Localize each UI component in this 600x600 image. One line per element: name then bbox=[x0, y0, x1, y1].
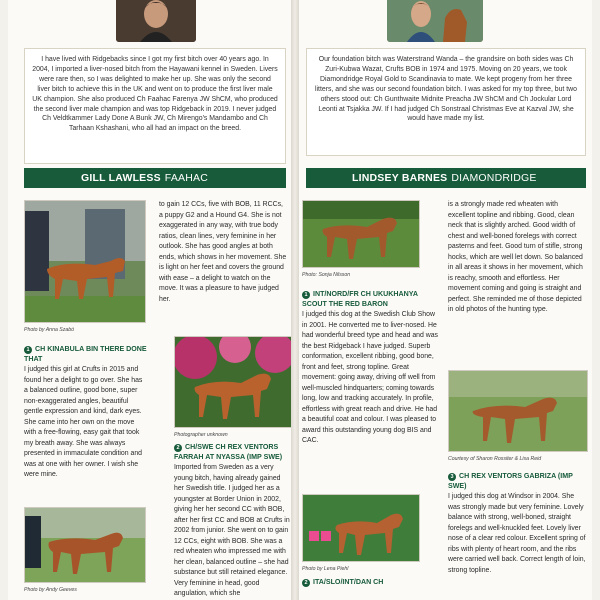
entry-2-title: ITA/SLO/INT/DAN CH bbox=[313, 578, 384, 586]
column-2-text: to gain 12 CCs, five with BOB, 11 RCCs, a puppy G2 and a Hound G4. She is not exaggerated in any way, with true body ratios, clean lines, very feminine in her outlook. She has good angles at both ends, which shows in her movement. She is light on her feet and covers the ground with ease – a delight to watch on the move. It was a pleasure to have judged her. bbox=[159, 201, 287, 303]
entry-1-heading bbox=[24, 345, 148, 364]
photo-credit-3: Courtesy of Sharon Rossiter & Lisa Reid bbox=[448, 456, 542, 462]
judge-intro-text: I have lived with Ridgebacks since I got my first bitch over 40 years ago. In 2004, I imported a liver-nosed bitch from the Hayawani kennel in Sweden. Livers were rare then, so I was delighted to make her up. She was only the second liver bitch to achieve this in the UK and went on to produce the first liver male UK champion. She also produced Ch Faahac Farenya JW ShCM, who produced the second liver male champion and was top Ridgeback in 2019. I never judged Ch Veldtkammer Lady Done A Bunk JW, Ch Mirengo's Mandambo and Ch Tarhaan Kshashani, who all had an impact on the breed. bbox=[24, 48, 286, 164]
left-page bbox=[8, 0, 291, 600]
column-2-text: is a strongly made red wheaten with excellent topline and ribbing. Good, clean neck that is slightly arched. Good width of chest and well-boned forelegs with correct pasterns and feet. Good turn of stifle, strong hocks, which are well let down. So balanced in all areas it shows in her movement, which is reachy, smooth and effortless. Her movement coming and going is straight and perfect. She reminded me of those depicted in old photos of the hunting type. bbox=[448, 201, 583, 313]
dog-photo-2 bbox=[302, 494, 420, 562]
judge-intro-text: Our foundation bitch was Waterstrand Wanda – the grandsire on both sides was Ch Zuri-Kubwa Wazat, Crufts BOB in 1974 and 1975. Moving on 20 years, we took Diamondridge Royal Gold to Scandinavia to mate. We kept progeny from her three litters, and she was our second foundation bitch. I was asked for my top three, but two others stood out: Ch Gunthwaite Midnite Preacha JW ShCM and Ch Jockular Lord Leonti at Tsjakka JW. If I had judged Ch Sonstraal Christmas Eve at Kazval JW, she would have made my list. bbox=[306, 48, 586, 156]
entry-1-title: INT/NORD/FR CH UKUKHANYA SCOUT THE RED BARON bbox=[302, 290, 418, 308]
photo-credit-1: Photo by Anna Szabó bbox=[24, 327, 74, 333]
entry-1 bbox=[24, 345, 148, 481]
entry-1-heading bbox=[302, 290, 442, 309]
entry-2 bbox=[174, 443, 291, 600]
entry-number-3: 3 bbox=[448, 473, 456, 481]
entry-2 bbox=[302, 578, 442, 589]
dog-photo-2 bbox=[24, 507, 146, 583]
dog-photo-3 bbox=[448, 370, 588, 452]
judge-name-bar bbox=[24, 168, 286, 188]
photo-credit-1: Photo: Sonja Nilsson bbox=[302, 272, 351, 278]
entry-3 bbox=[448, 472, 588, 576]
dog-photo-3 bbox=[174, 336, 291, 428]
entry-1-text: I judged this girl at Crufts in 2015 and found her a delight to go over. She has a balanced outline, good bone, super non-exaggerated angles, beautiful gentle expression and kind, dark eyes. She came into her own on the move with a free-flowing, easy gait that took my breath away. She was always presented in immaculate condition and was at one with her owner. I wish she were mine. bbox=[24, 366, 143, 478]
judge-name-bar bbox=[306, 168, 586, 188]
page-gutter bbox=[291, 0, 299, 600]
right-page bbox=[299, 0, 592, 600]
entry-number-2: 2 bbox=[174, 444, 182, 452]
dog-photo-1 bbox=[302, 200, 420, 268]
judge-portrait-photo bbox=[116, 0, 196, 42]
entry-1 bbox=[302, 290, 442, 447]
entry-number-1: 1 bbox=[24, 346, 32, 354]
entry-3-title: CH REX VENTORS GABRIZA (IMP SWE) bbox=[448, 472, 573, 490]
entry-1-text: I judged this dog at the Swedish Club Show in 2001. He converted me to liver-nosed. He had wonderful breed type and head and was the best Ridgeback I have judged. Superb conformation, excellent ribbing, good bone, front and feet, strong topline. Great movement: going away, driving off well from well-muscled hindquarters; coming towards long, low and tracking accurately. In profile, effortless with great reach and drive. He had a beautiful coat and colour. I was pleased to award this outstanding young dog BIS and CAC. bbox=[302, 311, 438, 444]
entry-3-text: I judged this dog at Windsor in 2004. She was strongly made but very feminine. Lovely balance with strong, well-boned, straight forelegs and well-knuckled feet. Lovely liver nose of a clear red colour. Excellent spring of ribs with plenty of heart room, and the ribs were carried well back. Correct length of loin, strong topline. bbox=[448, 493, 586, 574]
entry-number-2: 2 bbox=[302, 579, 310, 587]
entry-2-title: CH/SWE CH REX VENTORS FARRAH AT NYASSA (IMP SWE) bbox=[174, 443, 283, 461]
entry-3-heading bbox=[448, 472, 588, 491]
photo-credit-2: Photo by Andy Geeves bbox=[24, 587, 77, 593]
judge-portrait-photo bbox=[387, 0, 483, 42]
dog-photo-1 bbox=[24, 200, 146, 323]
photo-credit-2: Photo by Lena Piehl bbox=[302, 566, 349, 572]
entry-2-text: Imported from Sweden as a very young bitch, having already gained her Swedish title. I judged her as a youngster at Border Union in 2002, giving her her second CC with BOB, after her first CC and BOB at Crufts in 2002 from junior. She went on to gain 12 CCs, eight with BOB. She was a red wheaten who impressed me with her clean, balanced outline – she had substance but still retained elegance. Very feminine in head, good angulation, which she bbox=[174, 464, 290, 597]
photo-credit-3: Photographer unknown bbox=[174, 432, 228, 438]
judge-kennel: FAAHAC bbox=[164, 172, 209, 184]
entry-number-1: 1 bbox=[302, 291, 310, 299]
judge-name: GILL LAWLESS bbox=[81, 172, 161, 184]
judge-kennel: DIAMONDRIDGE bbox=[451, 172, 537, 184]
entry-1-title: CH KINABULA BIN THERE DONE THAT bbox=[24, 345, 147, 363]
judge-name: LINDSEY BARNES bbox=[352, 172, 448, 184]
entry-2-heading bbox=[174, 443, 291, 462]
entry-2-heading bbox=[302, 578, 442, 588]
